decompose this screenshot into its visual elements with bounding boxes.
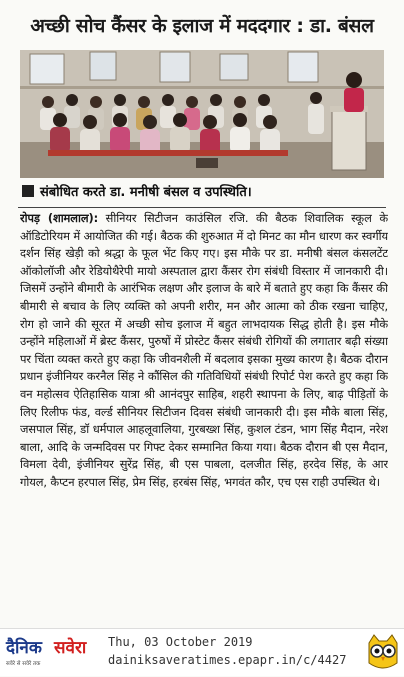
owl-icon: [365, 633, 401, 673]
article-body: [20, 210, 388, 630]
headline: अच्छी सोच कैंसर के इलाज में मददगार : डा. बंसल: [30, 15, 374, 37]
square-bullet-icon: [22, 185, 34, 197]
epaper-url[interactable]: dainiksaveratimes.epapr.in/c/4427: [108, 653, 347, 667]
photo-caption: संबोधित करते डा. मनीषी बंसल व उपस्थिति।: [40, 185, 252, 200]
logo-tagline: सवेरे से सवेरे तक: [6, 661, 41, 667]
logo-part-1: दैनिक: [6, 638, 42, 658]
article-dateline: रोपड़ (शामलाल):: [20, 211, 99, 225]
newspaper-logo[interactable]: [4, 633, 104, 671]
photo-caption-row: [20, 178, 384, 204]
edition-date: Thu, 03 October 2019: [108, 635, 253, 649]
logo-part-2: सवेरा: [54, 638, 87, 658]
article-text: सीनियर सिटीजन काउंसिल रजि. की बैठक शिवालिक स्कूल के ऑडिटोरियम में आयोजित की गई। बैठक की शुरुआत में दो मिनट का मौन धारण कर स्वर्गीय दर्शन सिंह खेड़ी को श्रद्धा के फूल भेंट किए गए। इस मौके पर डा. मनीषी बंसल कंसलटेंट ऑकोलॉजी और रेडियोथैरेपी मायो अस्पताल द्वारा कैंसर रोग संबंधी विस्तार में जानकारी दी। जिसमें उन्होंने बीमारी के आरंभिक लक्षण और इलाज के बारे में बताते हुए कहा कि कैंसर की बीमारी से बचाव के लिए व्यक्ति को अपनी शरीर, मन और आत्मा को ठीक रखना चाहिए, रोग हो जाने की सूरत में अच्छी सोच इलाज में बहुत लाभदायक सिद्ध होती है। इस मौके उन्होंने महिलाओं में ब्रेस्ट कैंसर, पुरुषों में प्रोस्टेट कैंसर संबंधी रोगियों की लगातार बढ़ी संख्या पर चिंता व्यक्त करते हुए कहा कि जीवनशैली में बदलाव इसका मुख्य कारण है। बैठक दौरान प्रधान इंजीनियर करनैल सिंह ने कौंसिल की गतिविधियों संबंधी रिपोर्ट पेश करते हुए कहा कि वन महोत्सव ऐतिहासिक यात्रा श्री आनंदपुर साहिब, शहरी स्थापना के लिए, बाढ़ पीड़ितों के लिए रिलीफ फंड, वर्ल्ड सीनियर सिटीजन दिवस संबंधी जानकारी दी। इस मौके बाला सिंह, जसपाल सिंह, डॉ धर्मपाल आहलूवालिया, गुरबख्श सिंह, कुशल टंडन, भाग सिंह मैदान, नरेश बाला, आदि के जन्मदिवस पर गिफ्ट देकर सम्मानित किया गया। बैठक दौरान बी एस मैदान, विमला देवी, इंजीनियर सुरेंद्र सिंह, बी एस पाबला, दलजीत सिंह, हरदेव सिंह, के आर गोयल, कैप्टन हरपाल सिंह, प्रेम सिंह, हरबंस सिंह, भगवंत कौर, एच एस राही उपस्थित थे।: [20, 211, 388, 489]
footer: [0, 628, 404, 676]
article-photo: [20, 50, 384, 178]
divider: [18, 207, 386, 208]
